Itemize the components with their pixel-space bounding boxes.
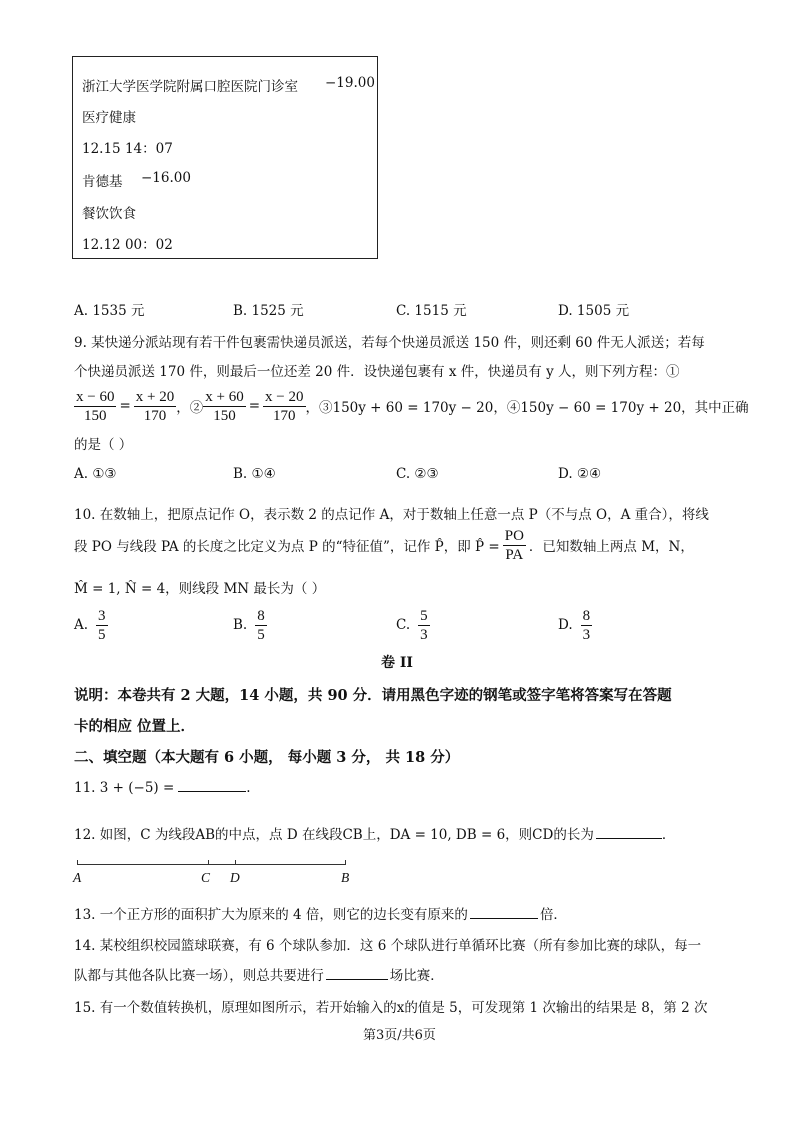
point-label-c: C (201, 870, 211, 885)
q10-definition-fraction: $\frac{PO}{PA}$ (504, 527, 524, 563)
receipt-time-1: 12.15 14：07 (82, 141, 173, 157)
q9-eq2-right-fraction: $\frac{x - 20}{170}$ (265, 388, 304, 424)
q9-option-c: C. ②③ (396, 466, 439, 482)
q8-option-a: A. 1535 元 (74, 303, 145, 319)
page-number: 第3页/共6页 (363, 1028, 436, 1043)
q9-option-d: D. ②④ (558, 466, 602, 482)
receipt-category-2: 餐饮饮食 (82, 206, 136, 222)
q9-option-a: A. ①③ (74, 466, 117, 482)
q12-answer-blank[interactable] (596, 826, 662, 839)
q9-equations-3-4: ，③150y + 60 = 170y − 20，④150y − 60 = 170y + 20，其中正确 (305, 400, 749, 416)
section-heading: 二、填空题（本大题有 6 小题， 每小题 3 分， 共 18 分） (74, 749, 460, 766)
receipt-amount-1: −19.00 (325, 75, 375, 91)
q9-eq1-right-fraction: $\frac{x + 20}{170}$ (135, 388, 175, 424)
tick-b (345, 860, 346, 865)
q12: 12. 如图，C 为线段AB的中点，点 D 在线段CB上，DA = 10, DB = 6，则CD的长为 ． (74, 827, 676, 843)
receipt-box (72, 56, 378, 259)
q9-sep-2: ，② (176, 400, 204, 416)
point-label-b: B (341, 870, 350, 885)
tick-d (235, 860, 236, 865)
receipt-category-1: 医疗健康 (82, 110, 136, 126)
q13-answer-blank[interactable] (470, 906, 538, 919)
q9-option-b: B. ①④ (233, 466, 276, 482)
q10-option-a: A. $\frac{3}{5}$ (74, 607, 106, 643)
receipt-time-2: 12.12 00：02 (82, 237, 173, 253)
q13: 13. 一个正方形的面积扩大为原来的 4 倍，则它的边长变有原来的 倍． (74, 907, 567, 923)
q9-stem-line-4: 的是（ ） (74, 437, 133, 453)
point-label-a: A (73, 870, 82, 885)
receipt-merchant-2: 肯德基 (82, 174, 123, 190)
q14-stem-line-1: 14. 某校组织校园篮球联赛，有 6 个球队参加．这 6 个球队进行单循环比赛（所有参加比赛的球队，每一 (74, 938, 702, 954)
volume-title: 卷 II (381, 655, 413, 671)
tick-a (77, 860, 78, 865)
q10-stem-line-1: 10. 在数轴上，把原点记作 O，表示数 2 的点记作 A，对于数轴上任意一点 P（不与点 O，A 重合），将线 (74, 507, 709, 523)
q9-equations-line: $\frac{x - 60}{150}$ = $\frac{x + 20}{170}$ ，② $\frac{x + 60}{150}$ = $\frac{x - 20}{170}$ ，③150y + 60 = 170y − 20，④150y − 60 = 170y + 20，其中正确 (76, 388, 749, 424)
section-note-line-1: 说明：本卷共有 2 大题，14 小题，共 90 分．请用黑色字迹的钢笔或签字笔将答案写在答题 (74, 687, 672, 704)
q11: 11. 3 + (−5) = . (74, 780, 251, 796)
q9-stem-line-2: 个快递员派送 170 件，则最后一位还差 20 件．设快递包裹有 x 件，快递员有 y 人，则下列方程：① (74, 364, 680, 380)
q11-answer-blank[interactable] (178, 779, 246, 792)
q8-option-b: B. 1525 元 (233, 303, 304, 319)
q14-answer-blank[interactable] (326, 967, 388, 980)
q10-stem-line-2: 段 PO 与线段 PA 的长度之比定义为点 P 的“特征值”，记作 P̂，即 P̂ = $\frac{PO}{PA}$ ．已知数轴上两点 M，N， (74, 527, 694, 563)
q9-eq2-left-fraction: $\frac{x + 60}{150}$ (205, 388, 244, 424)
q14-stem-line-2: 队都与其他各队比赛一场），则总共要进行 场比赛． (74, 968, 444, 984)
segment-ab (77, 864, 346, 865)
q8-option-c: C. 1515 元 (396, 303, 467, 319)
point-label-d: D (230, 870, 240, 885)
q10-option-b: B. $\frac{8}{5}$ (233, 607, 265, 643)
q9-stem-line-1: 9. 某快递分派站现有若干件包裹需快递员派送，若每个快递员派送 150 件，则还剩 60 件无人派送；若每 (74, 335, 705, 351)
q10-option-d: D. $\frac{8}{3}$ (558, 607, 591, 643)
section-note-line-2: 卡的相应 位置上． (74, 718, 196, 735)
receipt-merchant-1: 浙江大学医学院附属口腔医院门诊室 (82, 79, 298, 95)
q8-option-d: D. 1505 元 (558, 303, 630, 319)
q9-eq1-left-fraction: $\frac{x - 60}{150}$ (76, 388, 115, 424)
receipt-amount-2: −16.00 (141, 170, 191, 186)
q10-option-c: C. $\frac{5}{3}$ (396, 607, 428, 643)
tick-c (208, 860, 209, 865)
q15-stem-line-1: 15. 有一个数值转换机，原理如图所示，若开始输入的x的值是 5，可发现第 1 次输出的结果是 8，第 2 次 (74, 1000, 708, 1016)
q10-stem-line-3: M̂ = 1, N̂ = 4，则线段 MN 最长为（ ） (74, 581, 326, 597)
